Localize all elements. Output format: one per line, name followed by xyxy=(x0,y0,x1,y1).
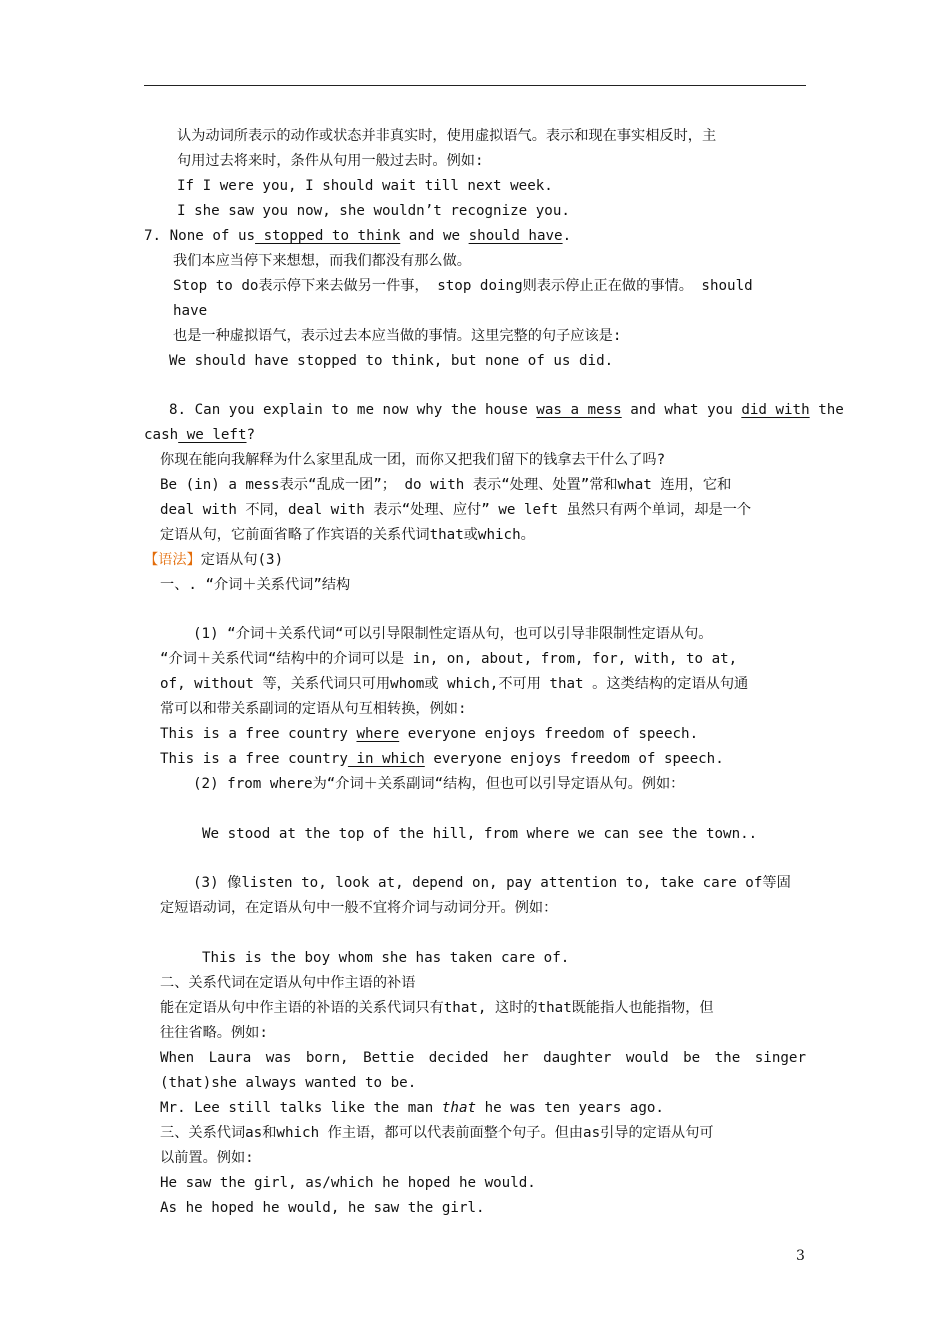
text: “介词＋关系代词“结构中的介词可以是 in, on, about, from, for, with, to at, xyxy=(160,651,738,667)
text-line xyxy=(160,896,557,921)
text-line xyxy=(173,249,471,274)
text: 以前置。例如: xyxy=(160,1150,254,1166)
text-line xyxy=(173,274,753,299)
text: 句用过去将来时，条件从句用一般过去时。例如: xyxy=(177,153,484,169)
text: 8. Can you explain to me now why the house xyxy=(169,402,537,418)
text: This is a free country xyxy=(160,726,357,742)
text: and what you xyxy=(621,402,742,418)
text: 也是一种虚拟语气，表示过去本应当做的事情。这里完整的句子应该是: xyxy=(173,328,622,344)
text: have xyxy=(173,303,208,319)
example-sentence xyxy=(160,722,698,747)
text: (1) “介词＋关系代词“可以引导限制性定语从句，也可以引导非限制性定语从句。 xyxy=(193,626,713,642)
underlined-phrase: where xyxy=(356,726,400,742)
text: cash xyxy=(144,427,179,443)
text-line xyxy=(160,996,714,1021)
numbered-sentence-8 xyxy=(169,398,844,423)
example-sentence xyxy=(169,349,613,374)
example-sentence xyxy=(160,1046,806,1071)
text-line xyxy=(173,299,207,324)
text-line xyxy=(160,1146,254,1171)
text-line xyxy=(177,149,483,174)
text: he was ten years ago. xyxy=(476,1100,664,1116)
text: 认为动词所表示的动作或状态并非真实时，使用虚拟语气。表示和现在事实相反时，主 xyxy=(177,128,717,144)
text: We stood at the top of the hill, from where we can see the town.. xyxy=(202,826,758,842)
text-line xyxy=(160,448,665,473)
text: the xyxy=(809,402,844,418)
text: 往往省略。例如: xyxy=(160,1025,268,1041)
example-sentence xyxy=(177,174,553,199)
underlined-phrase: we left xyxy=(178,427,247,443)
text: 常可以和带关系副词的定语从句互相转换，例如: xyxy=(160,701,467,717)
section-heading xyxy=(160,1121,714,1146)
underlined-phrase: was a mess xyxy=(536,402,622,418)
text: 定语从句(3) xyxy=(200,552,284,568)
text-line xyxy=(160,523,535,548)
text: everyone enjoys freedom of speech. xyxy=(399,726,699,742)
text: deal with 不同，deal with 表示“处理、应付” we left 虽然只有两个单词，却是一个 xyxy=(160,502,752,518)
example-sentence xyxy=(160,1096,664,1121)
text: We should have stopped to think, but none of us did. xyxy=(169,353,614,369)
text: ? xyxy=(246,427,256,443)
text: 我们本应当停下来想想，而我们都没有那么做。 xyxy=(173,253,471,269)
text: 二、关系代词在定语从句中作主语的补语 xyxy=(160,975,416,991)
text: If I were you, I should wait till next week. xyxy=(177,178,553,194)
text: This is the boy whom she has taken care of. xyxy=(202,950,570,966)
text-line xyxy=(160,647,737,672)
italic-word: that xyxy=(441,1100,477,1116)
text: (that)she always wanted to be. xyxy=(160,1075,417,1091)
text-line xyxy=(193,622,712,647)
text: This is a free country xyxy=(160,751,348,767)
text: I she saw you now, she wouldn’t recognize you. xyxy=(177,203,570,219)
text-line xyxy=(177,124,807,149)
text: 定短语动词，在定语从句中一般不宜将介词与动词分开。例如： xyxy=(160,900,558,916)
underlined-phrase: stopped to think xyxy=(255,228,401,244)
header-rule xyxy=(144,85,806,86)
text: (3) 像listen to, look at, depend on, pay attention to, take care of等固 xyxy=(193,875,791,891)
page-number: 3 xyxy=(796,1248,805,1264)
underlined-phrase: did with xyxy=(741,402,810,418)
text-line xyxy=(193,772,684,797)
text: 三、关系代词as和which 作主语，都可以代表前面整个句子。但由as引导的定语从句可 xyxy=(160,1125,714,1141)
text-line xyxy=(160,672,748,697)
numbered-sentence-7 xyxy=(144,224,571,249)
text-line xyxy=(160,498,751,523)
example-sentence xyxy=(160,1071,416,1096)
text-line xyxy=(160,1021,268,1046)
text: Mr. Lee still talks like the man xyxy=(160,1100,442,1116)
text-line xyxy=(173,324,621,349)
text: 7. None of us xyxy=(144,228,256,244)
example-sentence xyxy=(202,946,569,971)
example-sentence xyxy=(160,1171,536,1196)
text: Be (in) a mess表示“乱成一团”； do with 表示“处理、处置”常和what 连用，它和 xyxy=(160,477,732,493)
text: 你现在能向我解释为什么家里乱成一团，而你又把我们留下的钱拿去干什么了吗? xyxy=(160,452,666,468)
example-sentence xyxy=(202,822,757,847)
text-line xyxy=(160,473,731,498)
underlined-phrase: should have xyxy=(468,228,563,244)
text: 能在定语从句中作主语的补语的关系代词只有that, 这时的that既能指人也能指物，但 xyxy=(160,1000,714,1016)
text: (2) from where为“介词＋关系副词“结构，但也可以引导定语从句。例如： xyxy=(193,776,685,792)
text: When Laura was born, Bettie decided her daughter would be the singer xyxy=(160,1050,806,1066)
text: 定语从句，它前面省略了作宾语的关系代词that或which。 xyxy=(160,527,535,543)
section-heading xyxy=(160,573,350,598)
text: . xyxy=(562,228,572,244)
example-sentence xyxy=(160,747,724,772)
underlined-phrase: in which xyxy=(347,751,425,767)
text: of, without 等，关系代词只可用whom或 which,不可用 that 。这类结构的定语从句通 xyxy=(160,676,749,692)
example-sentence xyxy=(177,199,570,224)
text: and we xyxy=(400,228,469,244)
text-line xyxy=(193,871,791,896)
grammar-tag: 【语法】 xyxy=(144,552,201,568)
text: 一、. “介词＋关系代词”结构 xyxy=(160,577,351,593)
grammar-heading xyxy=(144,548,283,573)
text: Stop to do表示停下来去做另一件事， stop doing则表示停止正在做的事情。 should xyxy=(173,278,753,294)
text: He saw the girl, as/which he hoped he would. xyxy=(160,1175,536,1191)
section-heading xyxy=(160,971,415,996)
text-line xyxy=(144,423,255,448)
text: As he hoped he would, he saw the girl. xyxy=(160,1200,485,1216)
example-sentence xyxy=(160,1196,485,1221)
text-line xyxy=(160,697,466,722)
text: everyone enjoys freedom of speech. xyxy=(424,751,724,767)
